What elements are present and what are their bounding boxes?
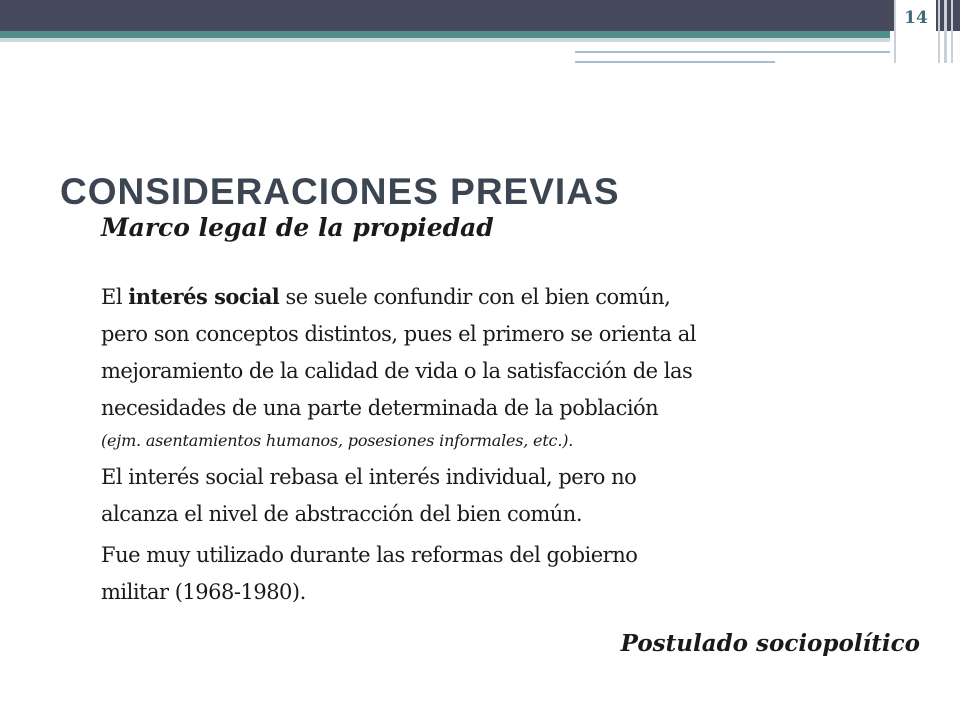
text-line: El interés social rebasa el interés individual, pero no <box>101 465 637 489</box>
header-accent-line <box>0 31 890 38</box>
vertical-rule <box>938 0 940 63</box>
header-divider-line <box>0 38 890 42</box>
text-run: El <box>101 285 129 309</box>
text-line: alcanza el nivel de abstracción del bien común. <box>101 502 583 526</box>
vertical-rule <box>951 0 953 63</box>
decorative-line <box>575 51 890 53</box>
vertical-rule <box>944 0 947 63</box>
text-line: militar (1968-1980). <box>101 580 306 604</box>
text-line: pero son conceptos distintos, pues el primero se orienta al <box>101 322 696 346</box>
page-number: 14 <box>904 8 928 28</box>
paragraph <box>101 537 931 611</box>
paragraph <box>101 278 931 427</box>
slide-title: CONSIDERACIONES PREVIAS <box>60 170 620 212</box>
slide-subtitle: Marco legal de la propiedad <box>101 213 494 242</box>
text-run: se suele confundir con el bien común, <box>279 285 671 309</box>
text-line: necesidades de una parte determinada de la población <box>101 396 659 420</box>
text-line: mejoramiento de la calidad de vida o la satisfacción de las <box>101 359 693 383</box>
paragraph <box>101 459 931 533</box>
footer-label: Postulado sociopolítico <box>620 630 920 657</box>
decorative-line <box>575 61 775 63</box>
text-line <box>101 278 931 316</box>
example-note: (ejm. asentamientos humanos, posesiones informales, etc.). <box>101 431 574 450</box>
page-number-box <box>894 0 936 63</box>
body-text <box>101 278 931 611</box>
header-band <box>0 0 960 31</box>
text-line: Fue muy utilizado durante las reformas del gobierno <box>101 543 638 567</box>
highlight-term: interés social <box>128 284 280 309</box>
